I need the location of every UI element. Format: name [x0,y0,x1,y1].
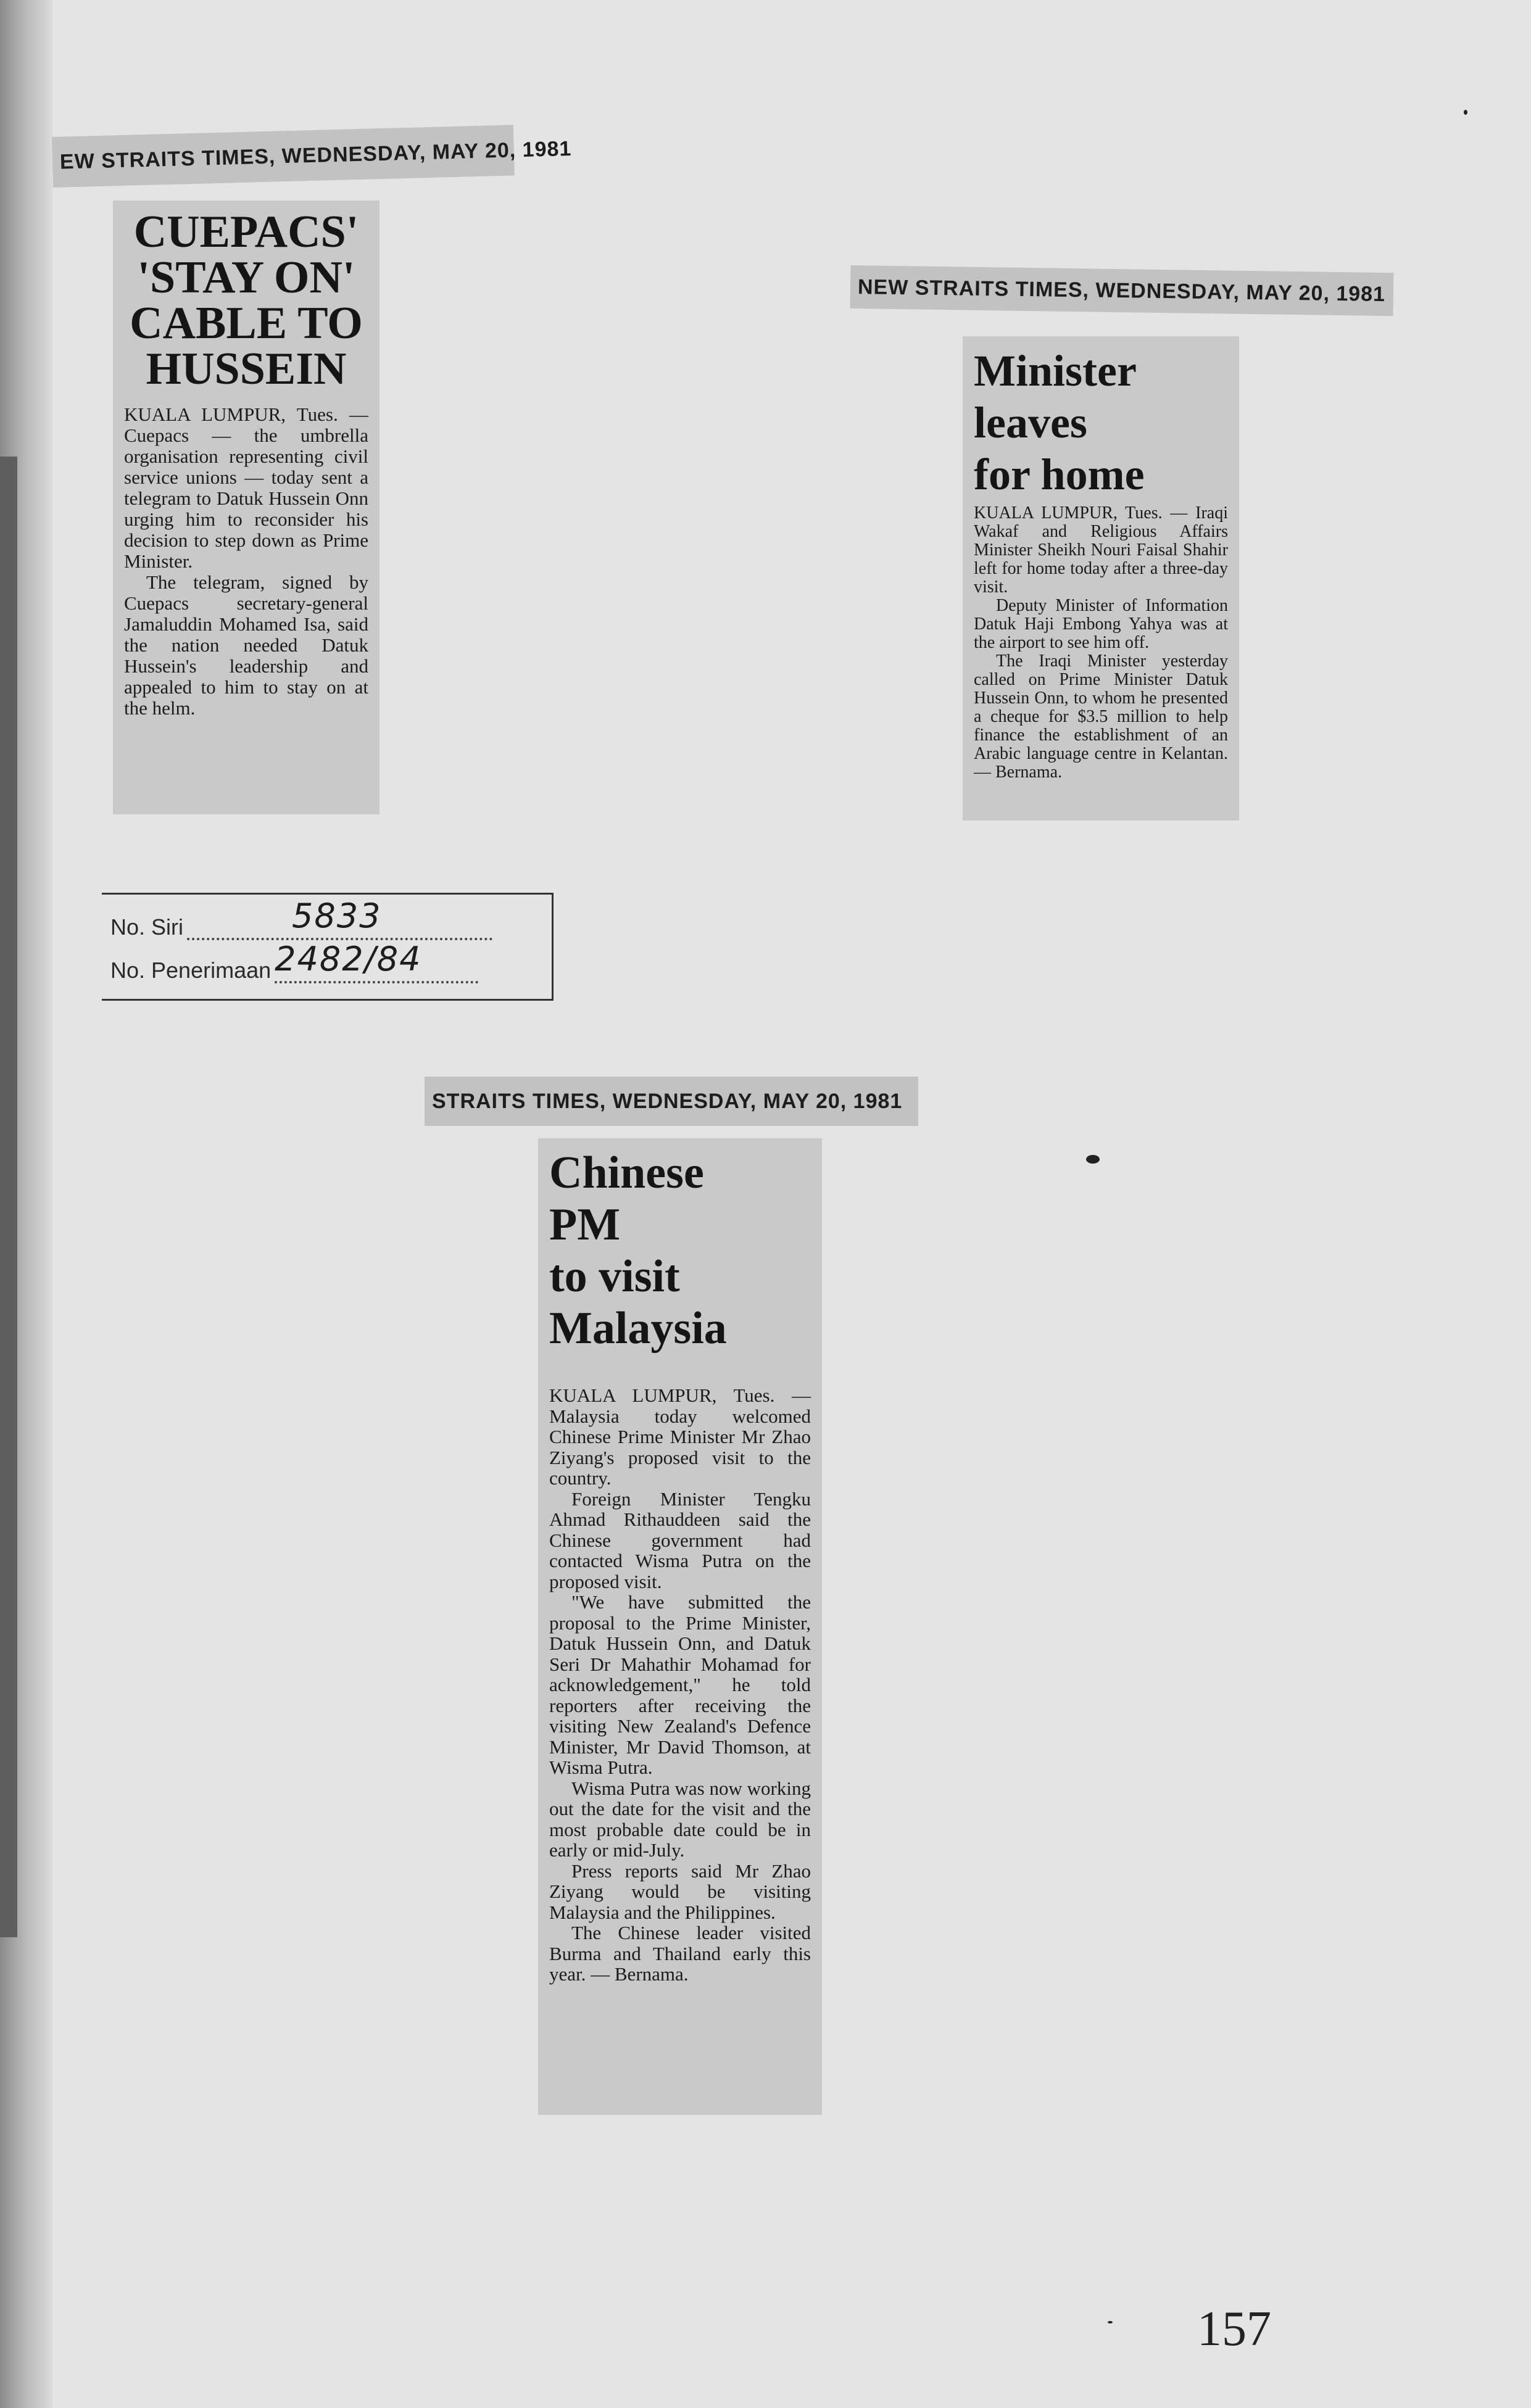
clip3-masthead-text: STRAITS TIMES, WEDNESDAY, MAY 20, 1981 [432,1089,903,1113]
penerimaan-label: No. Penerimaan [110,958,272,983]
clip1-masthead [52,125,572,188]
archive-stamp [102,893,554,1001]
penerimaan-value: 2482/84 [275,940,422,979]
clip3-paragraph: "We have submitted the proposal to the Prime Minister, Datuk Hussein Onn, and Datuk Seri Dr Mahathir Mohamad for acknowledgement," he told reporters after receiving the visiting New Zealand's Defence Minister, Mr David Thomson, at Wisma Putra. [549,1591,811,1778]
clip2-paragraph: Deputy Minister of Information Datuk Haji Embong Yahya was at the airport to see him off. [974,596,1228,652]
clip2-masthead-text: NEW STRAITS TIMES, WEDNESDAY, MAY 20, 1981 [857,275,1386,306]
clip3-body [549,1385,811,1985]
clip2-article [963,336,1239,821]
clip3-masthead [425,1077,918,1126]
clip3-paragraph: KUALA LUMPUR, Tues. — Malaysia today welcomed Chinese Prime Minister Mr Zhao Ziyang's proposed visit to the country. [549,1384,811,1489]
siri-label: No. Siri [110,914,184,940]
clip3-headline-line: PM [549,1199,621,1250]
clip1-headline-line: CUEPACS' [133,207,359,257]
clip3-headline-line: Chinese [549,1148,704,1198]
clip2-body [974,504,1228,782]
ink-speck [1108,2321,1113,2323]
clip1-article [113,201,380,814]
clip2-paragraph: The Iraqi Minister yesterday called on Prime Minister Datuk Hussein Onn, to whom he presented a cheque for $3.5 million to help finance the establishment of an Arabic language centre in Kelantan. — Bernama. [974,652,1228,782]
clip1-headline-line: 'STAY ON' [137,252,355,303]
clip3-article [538,1138,822,2115]
clip1-paragraph: The telegram, signed by Cuepacs secretary-general Jamaluddin Mohamed Isa, said the nation needed Datuk Hussein's leadership and appealed to him to stay on at the helm. [124,571,368,719]
binding-edge [0,0,52,2408]
clip1-headline [124,209,368,392]
clip3-headline-line: Malaysia [549,1303,727,1354]
clip2-paragraph: KUALA LUMPUR, Tues. — Iraqi Wakaf and Religious Affairs Minister Sheikh Nouri Faisal Shahir left for home today after a three-day visit. [974,503,1228,597]
clip3-paragraph: Press reports said Mr Zhao Ziyang would be visiting Malaysia and the Philippines. [549,1860,811,1923]
ink-speck [1086,1155,1100,1164]
clip1-headline-line: CABLE TO [130,298,363,349]
page-number: 157 [1197,2302,1271,2356]
clip3-paragraph: Wisma Putra was now working out the date for the visit and the most probable date could be in early or mid-July. [549,1777,811,1861]
clip3-headline [549,1147,811,1354]
clip3-paragraph: The Chinese leader visited Burma and Thailand early this year. — Bernama. [549,1922,811,1985]
clip2-masthead [850,265,1394,316]
clip2-headline-line: for home [974,450,1145,499]
clip1-headline-line: HUSSEIN [146,344,347,394]
clip3-paragraph: Foreign Minister Tengku Ahmad Rithauddeen said the Chinese government had contacted Wisma Putra on the proposed visit. [549,1487,811,1592]
clip2-headline-line: Minister [974,346,1137,395]
clip3-headline-line: to visit [549,1251,680,1302]
ink-speck [1464,110,1467,115]
clip1-paragraph: KUALA LUMPUR, Tues. — Cuepacs — the umbrella organisation representing civil service unions — today sent a telegram to Datuk Hussein Onn urging him to reconsider his decision to step down as Prime Minister. [124,403,368,572]
clip2-headline [974,345,1228,500]
siri-value: 5833 [292,896,382,935]
clip1-masthead-text: EW STRAITS TIMES, WEDNESDAY, MAY 20, 1981 [59,136,572,174]
clip1-body [124,404,368,719]
clip2-headline-line: leaves [974,398,1087,447]
